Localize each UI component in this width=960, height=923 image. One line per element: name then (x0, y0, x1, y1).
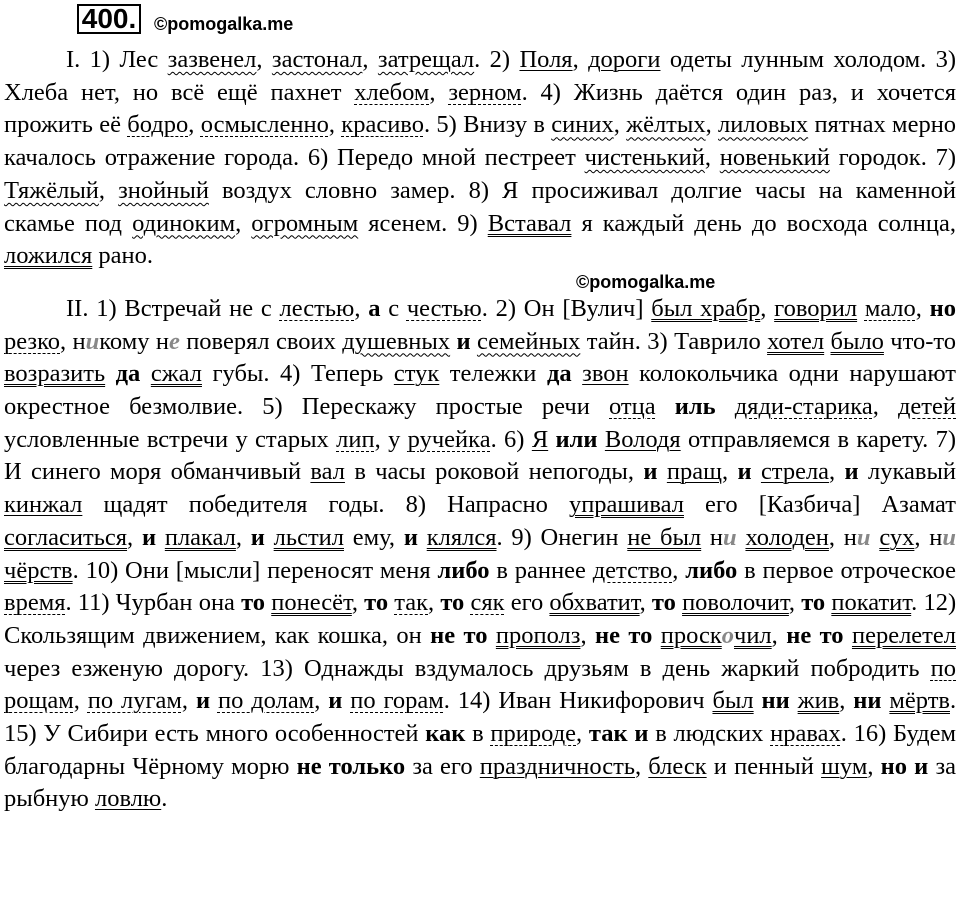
adverbial-word: время (4, 589, 66, 617)
adverbial-word: дяди-старика (734, 393, 873, 421)
predicate-word: упрашивал (568, 491, 684, 519)
subject-word: пращ (666, 458, 722, 486)
predicate-word: понесёт (271, 589, 352, 617)
adverbial-word: лестью (279, 294, 355, 322)
text-run: , у (374, 425, 408, 453)
adverbial-word: красиво (341, 111, 424, 139)
adverbial-word: по горам (350, 687, 444, 715)
adverbial-word: резко (4, 327, 61, 355)
highlighted-letter: о (721, 621, 734, 649)
attribute-word: знойный (118, 176, 209, 204)
text-run (487, 622, 495, 649)
conjunction-word: как (425, 720, 466, 748)
text-run: , (362, 46, 378, 73)
text-run (656, 393, 675, 420)
predicate-word: хотел (767, 327, 825, 355)
text-run (105, 360, 116, 387)
highlighted-letter: и (723, 523, 737, 551)
subject-word: стук (393, 360, 440, 388)
text-run: . (161, 785, 168, 813)
conjunction-word: то (364, 589, 389, 617)
conjunction-word: да (546, 360, 572, 388)
text-run (652, 622, 660, 649)
attribute-word: лиловых (718, 111, 809, 139)
text-run (548, 426, 555, 453)
text-run: в людских (648, 720, 771, 748)
text-run: пятнах мерно качалось отражение города. 6) Передо мной пестреет (4, 111, 957, 172)
conjunction-word: и (195, 687, 211, 715)
text-run: , (314, 687, 329, 715)
conjunction-word: то (801, 589, 826, 617)
attribute-word: жёлтых (626, 111, 706, 139)
conjunction-word: ни (761, 687, 790, 715)
predicate-word: говорил (774, 294, 858, 322)
predicate-word: покатит (831, 589, 912, 617)
subject-word: звон (582, 360, 629, 388)
predicate-word: мёртв (889, 687, 950, 715)
conjunction-word: и (141, 523, 157, 551)
text-run (844, 622, 852, 649)
text-run: . 2) Он [Вулич] (481, 294, 652, 322)
highlighted-letter: и (942, 523, 957, 551)
conjunction-word: то (651, 589, 676, 617)
text-run: через езженую дорогу. 13) Однажды вздумалось друзьям в день жаркий побродить (4, 654, 931, 682)
text-run: I. 1) Лес (66, 46, 168, 73)
subject-word: Володя (604, 425, 681, 453)
text-run: II. 1) Встречай не с (66, 294, 280, 322)
text-run: , (613, 111, 627, 139)
predicate-word: прополз (495, 621, 581, 649)
part-one-paragraph (4, 44, 956, 273)
text-run: , (73, 687, 88, 715)
text-run: городок. 7) (829, 144, 957, 172)
text-run (210, 687, 218, 714)
attribute-word: Тяжёлый (4, 176, 99, 204)
attribute-word: чистенький (584, 144, 705, 172)
text-run: лукавый (858, 458, 957, 486)
watermark-middle: ©pomogalka.me (576, 271, 716, 292)
conjunction-word: так и (588, 720, 649, 748)
text-run: , (235, 209, 252, 237)
predicate-word: не был (627, 523, 702, 551)
text-run: , (839, 687, 854, 715)
attribute-word: огромным (251, 209, 359, 237)
part-two-paragraph (4, 293, 956, 816)
text-run: . 5) Внизу в (423, 111, 552, 139)
text-run (265, 524, 274, 551)
attribute-word: затрещал (377, 46, 475, 73)
text-run: ясенем. 9) (358, 209, 488, 237)
text-run: одеты лунным холодом. 3) Хлеба нет, но всё ещё пахнет (4, 46, 957, 106)
adverbial-word: честью (406, 294, 482, 322)
text-run: колокольчика одни нарушают окрестное безмолвие. 5) Перескажу простые речи (4, 360, 957, 421)
text-run: , (181, 687, 196, 715)
text-run (140, 360, 151, 387)
text-run: . 15) У Сибири есть много особенностей (4, 687, 957, 748)
conjunction-word: либо (437, 556, 490, 584)
highlighted-letter: и (856, 523, 871, 551)
predicate-word: проск (660, 621, 722, 649)
conjunction-word: и (328, 687, 343, 715)
text-run: поверял своих (179, 327, 343, 355)
watermark-top: ©pomogalka.me (154, 14, 294, 34)
text-run (752, 458, 761, 485)
adverbial-word: лип (336, 425, 375, 453)
text-run: , (429, 78, 449, 106)
predicate-word: перелетел (851, 621, 956, 649)
conjunction-word: и (456, 327, 471, 355)
text-run: воздух словно замер. 8) Я просиживал долгие часы на каменной скамье под (4, 176, 956, 237)
text-run (857, 295, 865, 322)
predicate-word: сух (879, 523, 915, 551)
text-run: , (98, 176, 119, 204)
adverbial-word: сяк (470, 589, 505, 617)
text-run: , (672, 556, 686, 584)
subject-word: дороги (588, 46, 661, 73)
subject-word: вал (310, 458, 345, 486)
text-run: за рыбную (4, 752, 957, 813)
predicate-word: был (712, 687, 754, 715)
conjunction-word: то (440, 589, 465, 617)
text-run: , (328, 111, 342, 139)
conjunction-word: но и (880, 752, 929, 780)
predicate-word: было (830, 327, 884, 355)
predicate-word: поволочит (682, 589, 789, 617)
adverbial-word: нравах (770, 720, 841, 748)
text-run (716, 393, 735, 420)
conjunction-word: и (737, 458, 752, 486)
highlighted-letter: е (168, 327, 180, 355)
conjunction-word: но (929, 294, 957, 322)
predicate-word: обхватит (549, 589, 640, 617)
text-run: , (867, 752, 881, 780)
adverbial-word: природе (490, 720, 577, 748)
highlighted-letter: и (85, 327, 100, 355)
text-run: , (580, 621, 595, 649)
text-run: . 12) Скользящим движением, как кошка, он (4, 589, 957, 649)
adverbial-word: отца (609, 393, 656, 421)
text-run: условленные встречи у старых (4, 425, 337, 453)
adverbial-word: по долам (217, 687, 315, 715)
attribute-word: зазвенел (167, 46, 257, 73)
text-run: , (639, 589, 652, 617)
text-run: . 10) Они [мысли] переносят меня (72, 556, 438, 584)
adverbial-word: мало (864, 294, 916, 322)
text-run: тележки (439, 360, 547, 388)
exercise-page (4, 0, 956, 816)
text-run (658, 458, 667, 485)
predicate-word: плакал (164, 523, 236, 551)
text-run: , (572, 46, 589, 73)
text-run: что-то (883, 327, 957, 355)
text-run (418, 524, 427, 551)
predicate-word: чёрств (4, 556, 73, 584)
conjunction-word: либо (685, 556, 738, 584)
text-run: . 16) Будем благодарны Чёрному морю (4, 720, 956, 780)
text-run: , (351, 589, 365, 617)
predicate-word: был храбр (651, 294, 761, 322)
subject-word: праздничность (479, 752, 635, 780)
text-run: , (428, 589, 441, 617)
exercise-header (4, 0, 956, 44)
text-run: , н (828, 523, 857, 551)
conjunction-word: не то (594, 621, 653, 649)
text-run: его [Казбича] Азамат (683, 491, 956, 519)
text-run (598, 426, 605, 453)
predicate-word: ложился (4, 242, 93, 270)
conjunction-word: или (555, 425, 598, 453)
predicate-word: чил (734, 621, 772, 649)
text-run (871, 524, 880, 551)
subject-word: блеск (648, 752, 707, 780)
conjunction-word: и (643, 458, 658, 486)
text-run: . 4) Жизнь даётся один раз, и хочется прожить её (4, 78, 956, 139)
conjunction-word: а (368, 294, 381, 322)
attribute-word: одиноким (132, 209, 236, 237)
text-run: н (701, 523, 724, 551)
text-run: . 14) Иван Никифорович (443, 687, 713, 715)
attribute-word: застонал (271, 46, 363, 73)
text-run: . 9) Онегин (496, 523, 628, 551)
subject-word: ловлю (94, 785, 162, 813)
predicate-word: жив (797, 687, 840, 715)
text-run: , (127, 523, 142, 551)
attribute-word: семейных (476, 327, 581, 355)
text-run: , (704, 144, 720, 172)
text-run: , (256, 46, 272, 73)
text-run: и пенный (706, 752, 822, 780)
text-run: с (380, 294, 407, 322)
text-run: , (771, 621, 787, 649)
text-run: , (576, 720, 589, 748)
part-two-text (4, 295, 956, 813)
predicate-word: сжал (150, 360, 202, 388)
conjunction-word: иль (674, 393, 716, 421)
adverbial-word: бодро (127, 111, 189, 139)
predicate-word: льстил (273, 523, 344, 551)
text-run: , (721, 458, 738, 486)
text-run: , (872, 393, 898, 421)
text-run: , (915, 294, 930, 322)
adverbial-word: ручейка (407, 425, 491, 453)
text-run: ему, (344, 523, 404, 551)
conjunction-word: не то (430, 621, 488, 649)
text-run: щадят победителя годы. 8) Напрасно (82, 491, 569, 519)
text-run: , (705, 111, 719, 139)
predicate-word: возразить (4, 360, 106, 388)
text-run (156, 524, 165, 551)
text-run: губы. 4) Теперь (201, 360, 394, 388)
subject-word: стрела (760, 458, 830, 486)
exercise-number: 400. (77, 4, 141, 34)
subject-word: Я (531, 425, 549, 453)
text-run: , (829, 458, 845, 486)
text-run: за его (405, 752, 480, 780)
text-run (572, 360, 583, 387)
text-run: тайн. 3) Таврило (580, 327, 768, 355)
predicate-word: холоден (745, 523, 829, 551)
attribute-word: душевных (342, 327, 451, 355)
predicate-word: Вставал (487, 209, 572, 237)
predicate-word: клялся (426, 523, 497, 551)
adverbial-word: так (394, 589, 429, 617)
text-run: рано. (92, 242, 154, 270)
text-run: , (788, 589, 802, 617)
part-one-text (4, 46, 956, 269)
adverbial-word: по рощам (4, 654, 956, 715)
text-run: , н (914, 523, 943, 551)
conjunction-word: и (844, 458, 859, 486)
text-run: , (188, 111, 201, 139)
adverbial-word: детство (592, 556, 673, 584)
conjunction-word: не то (786, 621, 844, 649)
text-run (754, 687, 762, 714)
conjunction-word: да (115, 360, 141, 388)
text-run: . 11) Чурбан она (65, 589, 242, 617)
subject-word: Поля (519, 46, 573, 73)
text-run: в раннее (489, 556, 593, 584)
text-run: , (635, 752, 649, 780)
conjunction-word: ни (853, 687, 882, 715)
text-run: , (760, 294, 775, 322)
adverbial-word: хлебом (354, 78, 430, 106)
subject-word: шум (821, 752, 868, 780)
conjunction-word: то (241, 589, 266, 617)
adverbial-word: по лугам (87, 687, 182, 715)
text-run: его (504, 589, 550, 617)
adverbial-word: осмысленно (200, 111, 329, 139)
text-run: отправляемся в карету. 7) И синего моря обманчивый (4, 425, 957, 486)
adverbial-word: детей (897, 393, 956, 421)
text-run: в первое отроческое (737, 556, 957, 584)
text-run: я каждый день до восхода солнца, (571, 209, 957, 237)
text-run (790, 687, 798, 714)
predicate-word: согласиться (4, 523, 128, 551)
conjunction-word: и (403, 523, 418, 551)
conjunction-word: и (250, 523, 265, 551)
adverbial-word: зерном (448, 78, 522, 106)
conjunction-word: не только (296, 752, 406, 780)
text-run: в часы роковой непогоды, (344, 458, 644, 486)
attribute-word: новенький (719, 144, 830, 172)
text-run: . 6) (490, 425, 532, 453)
subject-word: кинжал (4, 491, 83, 519)
text-run: , (354, 294, 369, 322)
text-run: . 2) (474, 46, 520, 73)
text-run: кому н (99, 327, 169, 355)
text-run: , н (60, 327, 86, 355)
text-run: в (465, 720, 491, 748)
text-run: , (235, 523, 251, 551)
attribute-word: синих (551, 111, 614, 139)
